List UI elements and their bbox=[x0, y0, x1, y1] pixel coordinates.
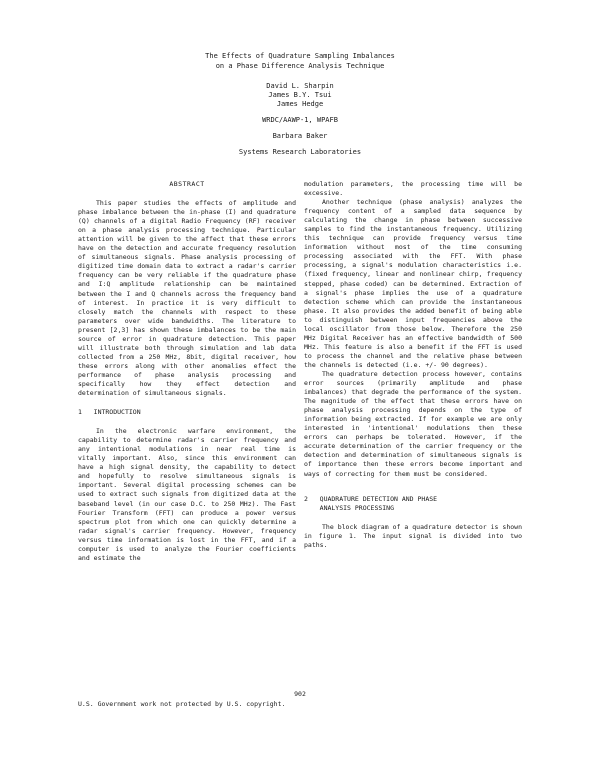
abstract-body: This paper studies the effects of amplitude and phase imbalance between the in-phase (I) and quadrature (Q) channels of a digital Radio Frequency (RF) receiver on a phase analysis processing technique. Particular attention will be given to the affect that these errors have on the detection and accurate frequency resolution of simultaneous signals. Phase analysis processing of digitized time domain data to extract a radar's carrier frequency can be very reliable if the quadrature phase and I:Q amplitude relationship can be maintained between the I and Q channels across the frequency band of interest. In practice it is very difficult to closely match the channels with respect to these parameters over wide bandwidths. The literature to present [2,3] has shown these imbalances to be the main source of error in quadrature detection. This paper will illustrate both through simulation and lab data collected from a 250 MHz, 8bit, digital receiver, how these errors along with other anomalies effect the performance of phase analysis processing and specifically how they effect detection and determination of simultaneous signals. bbox=[78, 199, 296, 398]
author-2: James B.Y. Tsui bbox=[268, 91, 332, 99]
right-paragraph-3: The quadrature detection process however, contains error sources (primarily amplitude and phase imbalances) that degrade the performance of the system. The magnitude of the effect that these errors have on phase analysis processing depends on the type of information being extracted. If for example we are only interested in 'intentional' modulations then these errors can perhaps be tolerated. However, if the accurate determination of the carrier frequency or the detection and determination of simultaneous signals is of importance then these errors become important and ways of correcting for them must be considered. bbox=[304, 369, 522, 478]
paper-title-line-2: on a Phase Difference Analysis Technique bbox=[215, 62, 385, 70]
affiliation-1: WRDC/AAWP-1, WPAFB bbox=[262, 116, 338, 124]
section-1-heading: 1 INTRODUCTION bbox=[78, 408, 141, 417]
affiliation-2: Systems Research Laboratories bbox=[238, 148, 362, 156]
right-paragraph-4: The block diagram of a quadrature detector is shown in figure 1. The input signal is divided into two paths. bbox=[304, 522, 522, 549]
copyright-notice: U.S. Government work not protected by U.S. copyright. bbox=[78, 700, 286, 708]
right-paragraph-1: modulation parameters, the processing time will be excessive. bbox=[304, 180, 522, 198]
author-4: Barbara Baker bbox=[272, 132, 328, 140]
left-column bbox=[78, 180, 296, 563]
right-paragraph-2: Another technique (phase analysis) analyzes the frequency content of a sampled data sequence by calculating the change in phase between successive samples to find the instantaneous frequency. Utilizing this technique can provide frequency versus time information without most of the time consuming processing associated with the FFT. With phase processing, a signal's modulation characteristics i.e. (fixed frequency, linear and nonlinear chirp, frequency stepped, phase coded) can be determined. Extraction of a signal's phase implies the use of a quadrature detection scheme which can provide the instantaneous phase. It also provides the added benefit of being able to distinguish between input frequencies above the local oscillator from those below. Therefore the 250 MHz Digital Receiver has an effective bandwidth of 500 MHz. This feature is also a benefit if the FFT is used to process the channel and the relative phase between the channels is detected (i.e. +/- 90 degrees). bbox=[304, 198, 522, 369]
paper-title-line-1: The Effects of Quadrature Sampling Imbalances bbox=[205, 52, 395, 60]
author-1: David L. Sharpin bbox=[266, 82, 334, 90]
section-1-body: In the electronic warfare environment, the capability to determine radar's carrier frequency and any intentional modulations in near real time is vitally important. Also, since this environment can have a high signal density, the capability to detect and hopefully to resolve simultaneous signals is important. Several digital processing schemes can be used to extract such signals from digitized data at the baseband level (in our case D.C. to 250 MHz). The Fast Fourier Transform (FFT) can produce a power versus spectrum plot from which one can quickly determine a radar signal's carrier frequency. However, frequency versus time information is lost in the FFT, and if a computer is used to analyze the Fourier coefficients and estimate the bbox=[78, 427, 296, 562]
page-number: 902 bbox=[294, 690, 306, 698]
right-column bbox=[304, 180, 522, 550]
section-2-heading: 2 QUADRATURE DETECTION AND PHASE ANALYSIS PROCESSING bbox=[304, 494, 438, 512]
author-3: James Hedge bbox=[276, 100, 324, 108]
abstract-heading: ABSTRACT bbox=[169, 180, 205, 188]
